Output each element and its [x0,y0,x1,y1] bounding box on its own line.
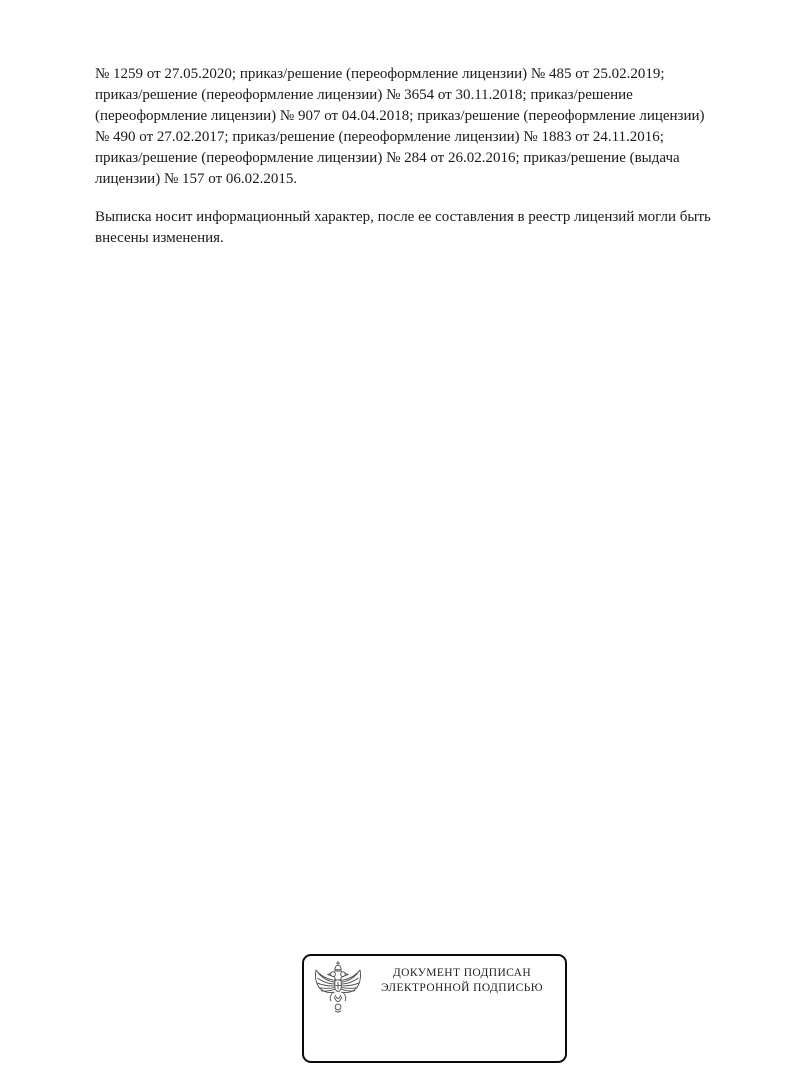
stamp-title-line2: ЭЛЕКТРОННОЙ ПОДПИСЬЮ [381,982,543,994]
text-line: лицензии) № 157 от 06.02.2015. [95,171,298,187]
electronic-signature-stamp [302,954,567,1063]
text-line: (переоформление лицензии) № 907 от 04.04.2018; приказ/решение (переоформление лицензии) [95,108,705,124]
text-line: № 490 от 27.02.2017; приказ/решение (переоформление лицензии) № 1883 от 24.11.2016; [95,129,664,145]
text-line: приказ/решение (переоформление лицензии) № 284 от 26.02.2016; приказ/решение (выдача [95,150,680,166]
stamp-title-line1: ДОКУМЕНТ ПОДПИСАН [392,967,532,979]
text-line: внесены изменения. [95,230,224,246]
text-line: № 1259 от 27.05.2020; приказ/решение (переоформление лицензии) № 485 от 25.02.2019; [95,66,665,82]
text-line: приказ/решение (переоформление лицензии) № 3654 от 30.11.2018; приказ/решение [95,87,633,103]
text-line: Выписка носит информационный характер, после ее составления в реестр лицензий могли быть [95,209,711,225]
informational-note-paragraph [95,207,711,249]
stamp-text [364,966,560,996]
license-orders-paragraph [95,64,705,190]
double-headed-eagle-icon [311,960,365,1018]
